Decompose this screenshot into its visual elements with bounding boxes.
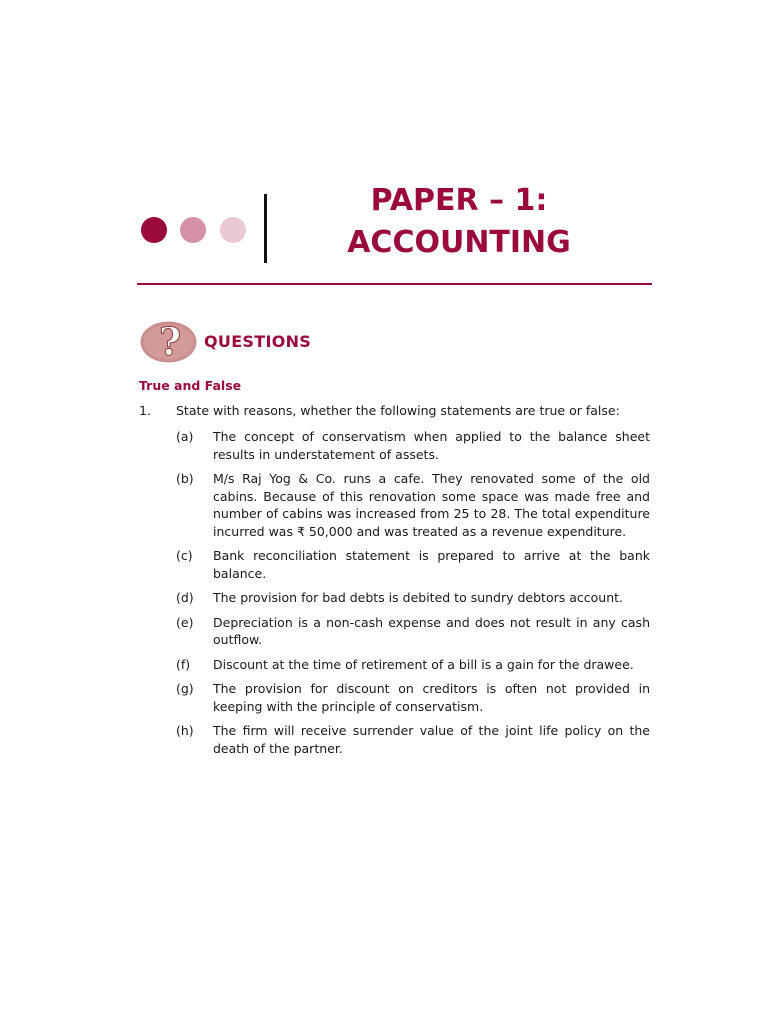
title-underline: [137, 283, 652, 285]
item-text: Discount at the time of retirement of a bill is a gain for the drawee.: [213, 656, 634, 672]
section-heading: QUESTIONS: [204, 332, 312, 351]
question-text: State with reasons, whether the following statements are true or false:: [176, 403, 620, 418]
list-item: [176, 614, 650, 649]
dot-light: [220, 217, 246, 243]
item-label: (c): [176, 548, 193, 563]
dot-medium: [180, 217, 206, 243]
title-line-1: PAPER – 1:: [370, 183, 548, 218]
item-label: (e): [176, 614, 194, 630]
svg-text:?: ?: [158, 321, 182, 363]
title-line-2: ACCOUNTING: [347, 225, 571, 260]
item-text: The provision for discount on creditors is often not provided in keeping with the principle of conservatism.: [213, 681, 650, 714]
list-item: [176, 722, 650, 757]
item-label: (b): [176, 471, 194, 486]
vertical-divider: [264, 194, 267, 263]
list-item: [176, 656, 650, 674]
item-text: The firm will receive surrender value of the joint life policy on the death of the partner.: [213, 723, 650, 756]
dot-dark: [141, 217, 167, 243]
question-number: 1.: [139, 403, 151, 418]
item-text: Depreciation is a non-cash expense and does not result in any cash outflow.: [213, 614, 650, 647]
list-item: [176, 680, 650, 715]
list-item: [176, 470, 650, 540]
question-mark-icon: [140, 321, 197, 363]
item-label: (h): [176, 723, 194, 738]
list-item: [176, 547, 650, 582]
item-text: M/s Raj Yog & Co. runs a cafe. They renovated some of the old cabins. Because of this renovation some space was made free and number of cabins was increased from 25 to 28. The total expenditure incurred was ₹ 50,000 and was treated as a revenue expenditure.: [213, 471, 650, 539]
item-text: The concept of conservatism when applied to the balance sheet results in understatement of assets.: [213, 429, 650, 462]
list-item: [176, 589, 650, 607]
item-text: The provision for bad debts is debited to sundry debtors account.: [213, 590, 623, 605]
item-label: (f): [176, 656, 191, 672]
item-label: (g): [176, 681, 194, 696]
page-title: [300, 180, 618, 264]
subheading: True and False: [139, 378, 242, 393]
item-label: (a): [176, 429, 194, 444]
list-item: [176, 428, 650, 463]
item-text: Bank reconciliation statement is prepared to arrive at the bank balance.: [213, 548, 650, 581]
question-items: [176, 428, 650, 764]
item-label: (d): [176, 590, 194, 605]
